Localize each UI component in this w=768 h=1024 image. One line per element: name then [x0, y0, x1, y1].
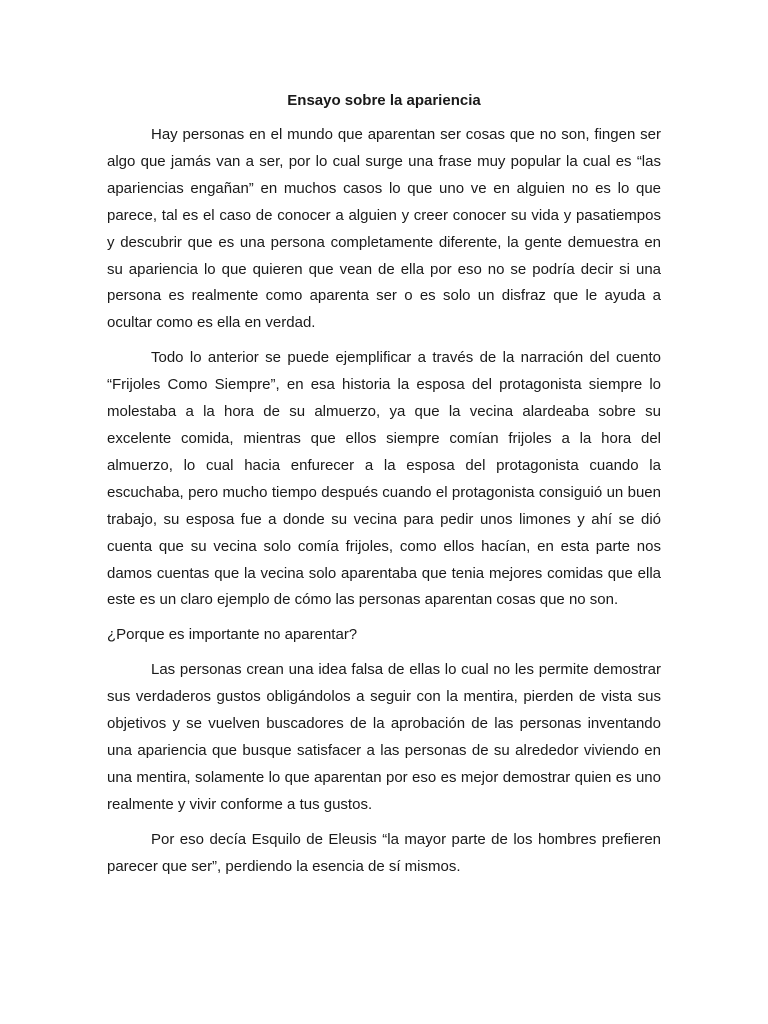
paragraph-2: Todo lo anterior se puede ejemplificar a través de la narración del cuento “Frijoles Como Siempre”, en esa historia la esposa del protagonista siempre lo molestaba a la hora de su almuerzo, ya que la vecina alardeaba sobre su excelente comida, mientras que ellos siempre comían frijoles a la hora del almuerzo, lo cual hacia enfurecer a la esposa del protagonista cuando la escuchaba, pero mucho tiempo después cuando el protagonista consiguió un buen trabajo, su esposa fue a donde su vecina para pedir unos limones y ahí se dió cuenta que su vecina solo comía frijoles, como ellos hacían, en esta parte nos damos cuentas que la vecina solo aparentaba que tenia mejores comidas que ella este es un claro ejemplo de cómo las personas aparentan cosas que no son.: [107, 349, 661, 609]
document-title: Ensayo sobre la apariencia: [287, 92, 481, 109]
paragraph-4: Por eso decía Esquilo de Eleusis “la mayor parte de los hombres prefieren parecer que ser”, perdiendo la esencia de sí mismos.: [107, 830, 661, 875]
document-page: [107, 88, 661, 888]
paragraph-3: Las personas crean una idea falsa de ellas lo cual no les permite demostrar sus verdaderos gustos obligándolos a seguir con la mentira, pierden de vista sus objetivos y se vuelven buscadores de la aprobación de las personas inventando una apariencia que busque satisfacer a las personas de su alrededor viviendo en una mentira, solamente lo que aparentan por eso es mejor demostrar quien es uno realmente y vivir conforme a tus gustos.: [107, 661, 661, 813]
paragraph-1: Hay personas en el mundo que aparentan ser cosas que no son, fingen ser algo que jamás van a ser, por lo cual surge una frase muy popular la cual es “las apariencias engañan” en muchos casos lo que uno ve en alguien no es lo que parece, tal es el caso de conocer a alguien y creer conocer su vida y pasatiempos y descubrir que es una persona completamente diferente, la gente demuestra en su apariencia lo que quieren que vean de ella por eso no se podría decir si una persona es realmente como aparenta ser o es solo un disfraz que le ayuda a ocultar como es ella en verdad.: [107, 126, 661, 332]
section-question: ¿Porque es importante no aparentar?: [107, 626, 358, 644]
